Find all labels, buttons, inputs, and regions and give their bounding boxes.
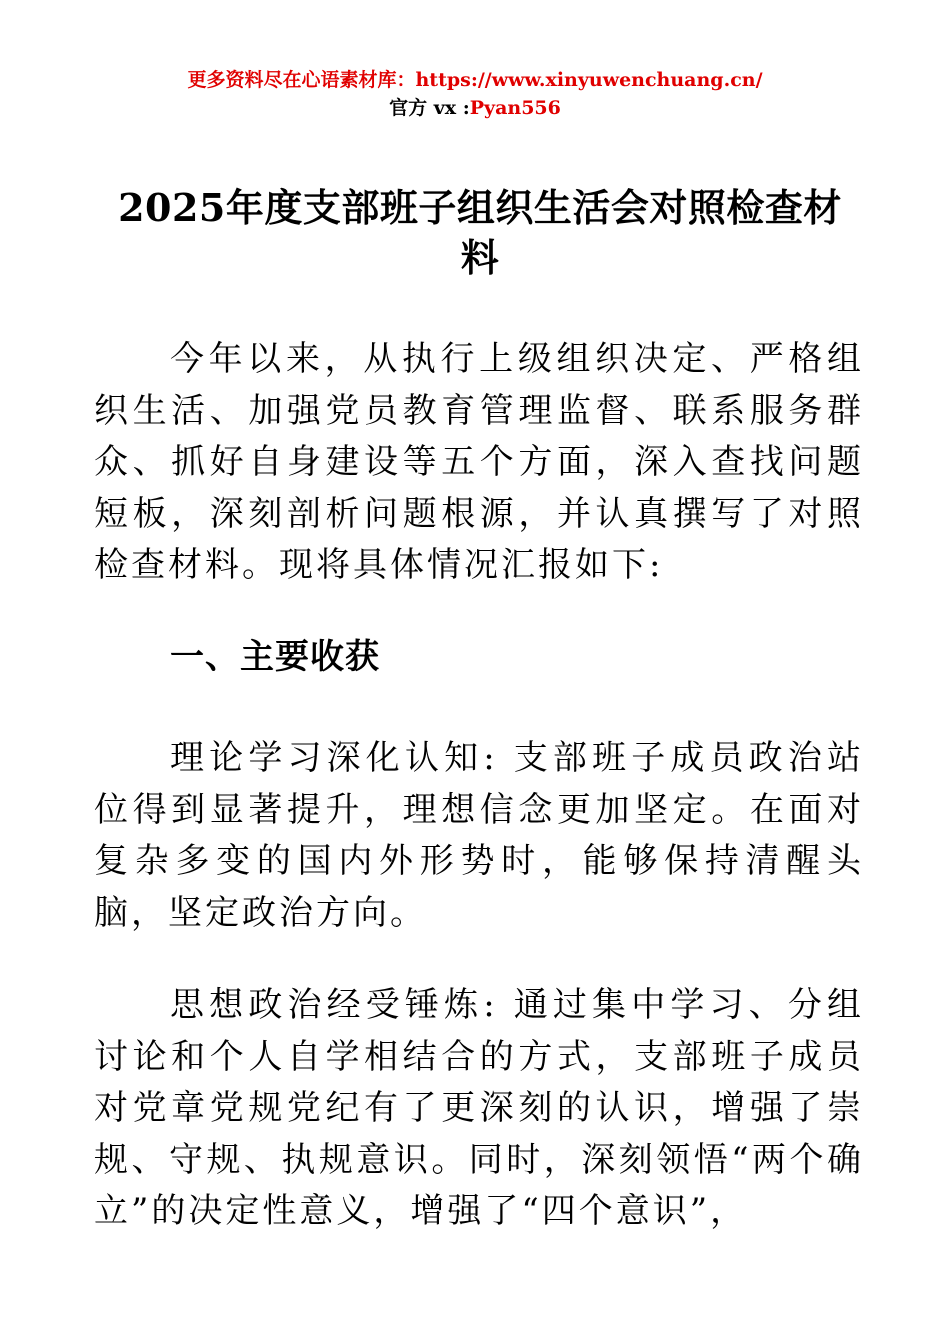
- intro-block: [94, 334, 864, 592]
- contact-handle: Pyan556: [469, 97, 561, 119]
- promo-text: 更多资料尽在心语素材库：: [187, 69, 416, 91]
- document-title: 2025年度支部班子组织生活会对照检查材料: [118, 185, 842, 280]
- theory-block: [94, 733, 864, 939]
- contact-header: [0, 96, 950, 120]
- ideology-paragraph: 思想政治经受锤炼: 通过集中学习、分组讨论和个人自学相结合的方式，支部班子成员对党章党规党纪有了更深刻的认识，增强了崇规、守规、执规意识。同时，深刻领悟“两个确立”的决定性意义，增强了“四个意识”，: [94, 985, 864, 1231]
- ideology-block: [94, 980, 864, 1238]
- promo-link[interactable]: https://www.xinyuwenchuang.cn/: [415, 69, 763, 91]
- intro-paragraph: 今年以来，从执行上级组织决定、严格组织生活、加强党员教育管理监督、联系服务群众、抓好自身建设等五个方面，深入查找问题短板，深刻剖析问题根源，并认真撰写了对照检查材料。现将具体情况汇报如下:: [94, 339, 864, 585]
- theory-paragraph: 理论学习深化认知: 支部班子成员政治站位得到显著提升，理想信念更加坚定。在面对复杂多变的国内外形势时，能够保持清醒头脑，坚定政治方向。: [94, 738, 864, 933]
- contact-label: 官方 vx :: [389, 97, 470, 119]
- promo-header: [0, 68, 950, 92]
- section-heading-gains: 一、主要收获: [170, 637, 380, 677]
